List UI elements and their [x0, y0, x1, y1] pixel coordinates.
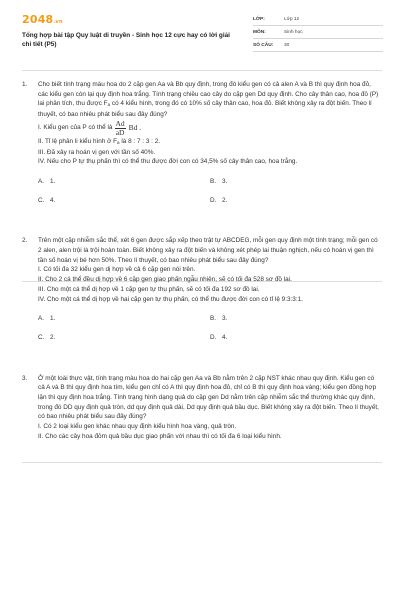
statement-1: I. Có tối đa 32 kiểu gen dị hợp về cả 6 cặp gen nói trên.: [38, 266, 196, 274]
meta-value: Sinh học: [284, 29, 303, 35]
answer-options: [38, 177, 382, 205]
statement-1: I. Có 2 loại kiểu gen khác nhau quy định kiểu hình hoa vàng, quả tròn.: [38, 423, 237, 431]
question-number: 3.: [22, 374, 28, 382]
statement-2: II. Cho 2 cá thể đều dị hợp về 6 cặp gen giao phấn ngẫu nhiên, sẽ có tối đa 528 sơ đồ lai.: [38, 276, 292, 284]
statement-1: I. Kiểu gen của P có thể là $\frac{Ad}{aD}$ Bd .: [38, 119, 142, 137]
document-title: Tổng hợp bài tập Quy luật di truyền - Sinh học 12 cực hay có lời giải chi tiết (P5): [22, 32, 230, 48]
statement-2: II. Cho các cây hoa đỏm quả bầu dục giao phấn với nhau thì có tối đa 6 loại kiểu hình.: [38, 432, 282, 440]
option-b[interactable]: B. 3.: [210, 315, 228, 323]
question-stem: Ở một loài thực vật, tính trạng màu hoa do hai cặp gen Aa và Bb nằm trên 2 cặp NST khác nhau quy định. Kiểu gen có cả A và B thì quy định hoa tím, kiểu gen chỉ có A thì quy định hoa đỏ, chỉ có B thì quy định hoa vàng; kiểu gen đồng hợp lặn thì quy định hoa trắng. Tính trạng hình dạng quả do cặp gen Dd nằm trên cặp nhiễm sắc thể thường khác quy định, trong đó DD quy định quả tròn, dd quy định quả dài, Dd quy định quả bầu dục. Biết không xảy ra đột biến. Theo lí thuyết, có bao nhiêu phát biểu sau đây đúng?: [38, 374, 379, 421]
question-stem: Trên một cặp nhiễm sắc thể, xét 6 gen được sắp xếp theo trật tự ABCDEG, mỗi gen quy định một tính trạng; mỗi gen có 2 alen, alen trội là trội hoàn toàn. Biết không xảy ra đột biến và không xét phép lai thuận nghịch, nếu có hoán vị gen thì tần số hoán vị bé hơn 50%. Theo lí thuyết, có bao nhiêu phát biểu sau đây đúng?: [38, 237, 378, 264]
meta-label: LỚP:: [253, 16, 265, 22]
option-b[interactable]: B. 3.: [210, 177, 228, 185]
document-header: [0, 0, 400, 58]
question-number: 2.: [22, 237, 28, 245]
meta-row-subject: [253, 26, 383, 39]
meta-label: MÔN:: [253, 29, 266, 35]
statement-3: III. Đã xảy ra hoán vị gen với tần số 40%.: [38, 148, 156, 156]
document-meta: [253, 13, 383, 52]
question-body: [38, 374, 382, 442]
question-1: [22, 80, 382, 205]
statement-4: IV. Cho một cá thể dị hợp về hai cặp gen tự thụ phấn, có thể thu được đời con có tỉ lệ 9:3:3:1.: [38, 295, 303, 303]
question-body: [38, 236, 382, 342]
meta-value: 30: [284, 42, 290, 48]
meta-row-class: [253, 13, 383, 26]
statement-3: III. Cho một cá thể dị hợp về 1 cặp gen tự thụ phấn, sẽ có tối đa 192 sơ đồ lai.: [38, 285, 260, 293]
option-d[interactable]: D. 2.: [210, 196, 228, 204]
option-a[interactable]: A. 1.: [38, 315, 56, 323]
meta-value: Lớp 12: [284, 16, 300, 22]
question-body: [38, 80, 382, 205]
question-2: [22, 236, 382, 342]
option-d[interactable]: D. 4.: [210, 333, 228, 341]
header-divider: [22, 70, 382, 71]
statement-4: IV. Nếu cho P tự thụ phấn thì có thể thu được đời con có 34,5% số cây thân cao, hoa trắng.: [38, 158, 298, 166]
option-c[interactable]: C. 4.: [38, 196, 56, 204]
site-logo[interactable]: 2048.vn: [22, 13, 63, 26]
question-divider: [22, 462, 382, 463]
answer-options: [38, 314, 382, 342]
statement-2: II. Tỉ lệ phân li kiểu hình ở $F_a$ là 8 : 7 : 3 : 2.: [38, 137, 161, 145]
genotype-fraction: $\frac{Ad}{aD}$: [115, 119, 125, 137]
option-c[interactable]: C. 2.: [38, 333, 56, 341]
meta-label: SỐ CÂU:: [253, 42, 274, 48]
question-stem: Cho biết tính trạng màu hoa do 2 cặp gen Aa và Bb quy định, trong đó kiểu gen có cả alen A và B thì quy định hoa đỏ, các kiểu gen còn lại quy định hoa trắng. Tính trạng chiều cao cây do cặp gen Dd quy định. Cho cây thân cao, hoa đỏ (P) lai phân tích, thu được $F_a$ có 4 kiểu hình, trong đó có 10% số cây thân cao, hoa đỏ. Biết không xảy ra đột biến. Theo lí thuyết, có bao nhiêu phát biểu sau đây đúng?: [38, 81, 379, 119]
question-3: [22, 374, 382, 442]
meta-row-count: [253, 39, 383, 52]
option-a[interactable]: A. 1.: [38, 177, 56, 185]
question-number: 1.: [22, 81, 28, 88]
question-list: [0, 80, 400, 442]
